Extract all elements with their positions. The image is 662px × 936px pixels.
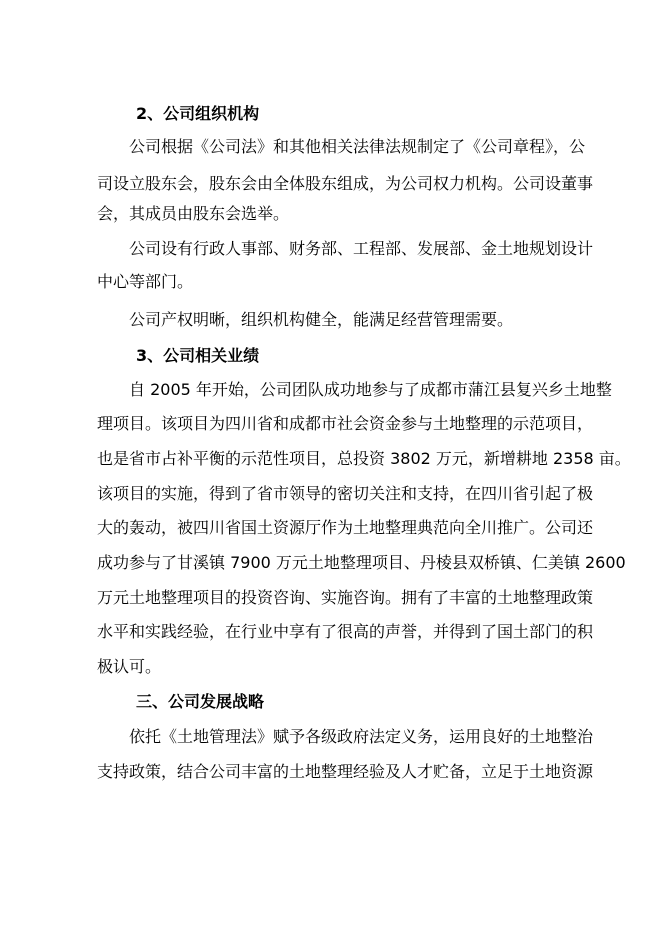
paragraph-line: 司设立股东会，股东会由全体股东组成，为公司权力机构。公司设董事 xyxy=(97,174,594,193)
paragraph-line: 公司根据《公司法》和其他相关法律法规制定了《公司章程》，公 xyxy=(129,137,586,156)
paragraph-line: 会，其成员由股东会选举。 xyxy=(97,204,290,223)
section-2-heading: 2、公司组织机构 xyxy=(136,104,260,123)
paragraph-line: 该项目的实施，得到了省市领导的密切关注和支持，在四川省引起了极 xyxy=(97,484,594,503)
paragraph-line: 万元土地整理项目的投资咨询、实施咨询。拥有了丰富的土地整理政策 xyxy=(97,588,594,607)
paragraph-line: 成功参与了甘溪镇 7900 万元土地整理项目、丹棱县双桥镇、仁美镇 2600 xyxy=(97,553,626,572)
paragraph-line: 支持政策，结合公司丰富的土地整理经验及人才贮备，立足于土地资源 xyxy=(97,762,594,781)
paragraph-line: 公司产权明晰，组织机构健全，能满足经营管理需要。 xyxy=(129,310,514,329)
paragraph-line: 依托《土地管理法》赋予各级政府法定义务，运用良好的土地整治 xyxy=(129,727,594,746)
paragraph-line: 水平和实践经验，在行业中享有了很高的声誉，并得到了国土部门的积 xyxy=(97,622,594,641)
section-3-heading: 3、公司相关业绩 xyxy=(136,346,260,365)
paragraph-line: 极认可。 xyxy=(97,657,162,676)
section-iii-heading: 三、公司发展战略 xyxy=(136,692,265,711)
paragraph-line: 也是省市占补平衡的示范性项目，总投资 3802 万元，新增耕地 2358 亩。 xyxy=(97,449,631,468)
paragraph-line: 大的轰动，被四川省国土资源厅作为土地整理典范向全川推广。公司还 xyxy=(97,518,594,537)
paragraph-line: 中心等部门。 xyxy=(97,272,194,291)
paragraph-line: 自 2005 年开始，公司团队成功地参与了成都市蒲江县复兴乡土地整 xyxy=(129,380,612,399)
paragraph-line: 公司设有行政人事部、财务部、工程部、发展部、金土地规划设计 xyxy=(129,239,594,258)
paragraph-line: 理项目。该项目为四川省和成都市社会资金参与土地整理的示范项目， xyxy=(97,414,594,433)
